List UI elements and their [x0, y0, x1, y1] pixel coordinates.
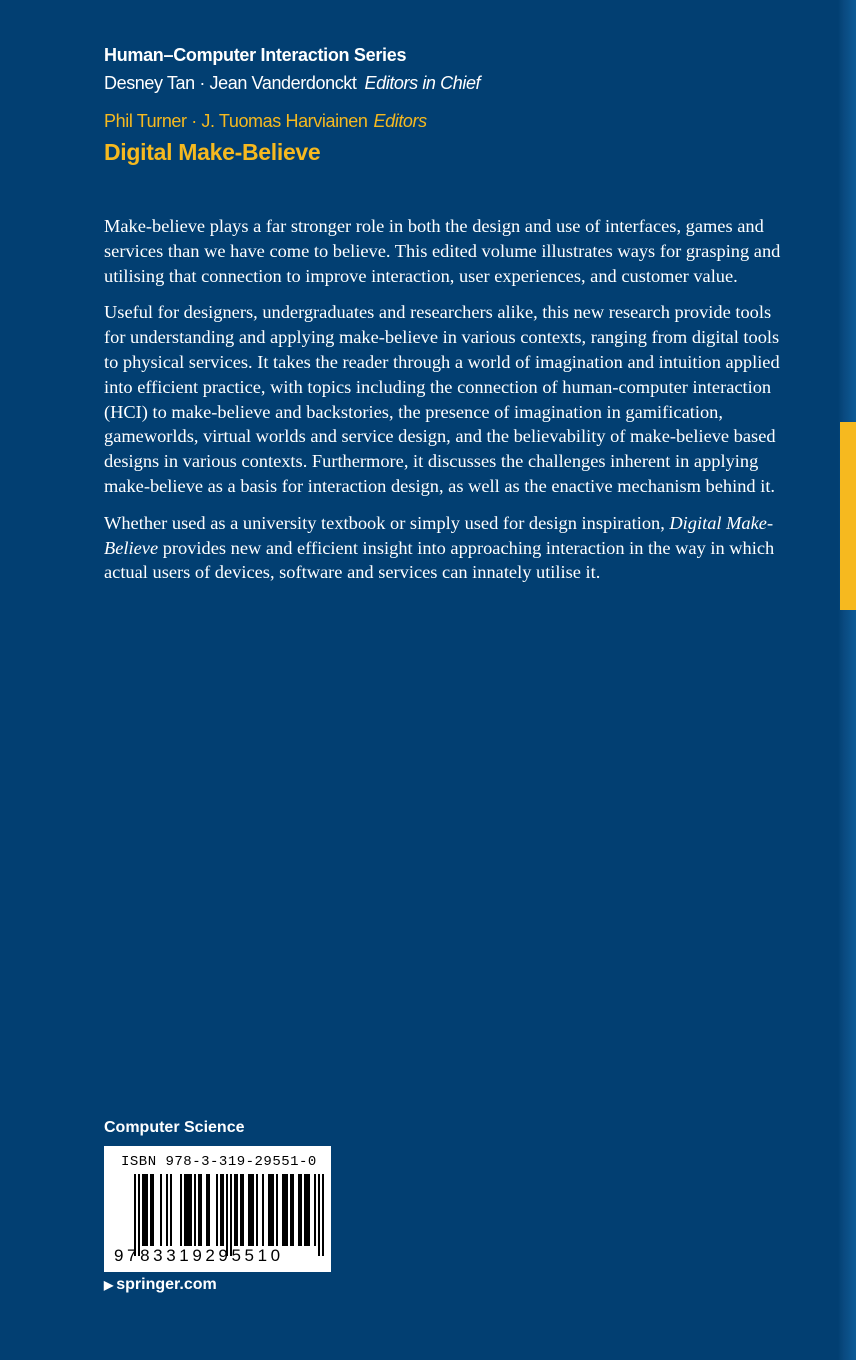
barcode-bar: [152, 1174, 154, 1246]
barcode-bar: [234, 1174, 236, 1246]
barcode-bar: [256, 1174, 258, 1246]
publisher-link[interactable]: [104, 1276, 217, 1294]
series-title: Human–Computer Interaction Series: [104, 45, 407, 65]
blurb-p3-start: Whether used as a university textbook or simply used for design inspiration,: [104, 512, 670, 533]
barcode-bar: [286, 1174, 288, 1246]
blurb-paragraph-2: Useful for designers, undergraduates and researchers alike, this new research provide tools for understanding and applying make-believe in various contexts, ranging from digital tools to physical services. It takes the reader through a world of imagination and intuition applied into efficient practice, with topics including the connection of human-computer interaction (HCI) to make-believe and backstories, the presence of imagination in gamification, gameworlds, virtual worlds and service design, and the believability of make-believe based designs in various contexts. Furthermore, it discusses the challenges inherent in applying make-believe as a basis for interaction design, as well as the enactive mechanism behind it.: [104, 302, 780, 496]
barcode-bar: [248, 1174, 250, 1246]
subject-category: Computer Science: [104, 1119, 245, 1136]
barcode-bar: [282, 1174, 284, 1246]
barcode-bar: [236, 1174, 238, 1246]
book-title: Digital Make-Believe: [104, 139, 321, 165]
barcode-bar: [184, 1174, 186, 1246]
barcode-bar: [220, 1174, 222, 1246]
barcode-bar: [194, 1174, 196, 1246]
barcode-bar: [150, 1174, 152, 1246]
barcode-bar: [292, 1174, 294, 1246]
barcode-bar: [230, 1174, 232, 1256]
book-editor-names: Phil Turner · J. Tuomas Harviainen: [104, 111, 368, 131]
barcode-bar: [160, 1174, 162, 1246]
isbn-barcode: [104, 1146, 331, 1272]
arrow-right-icon: ▶: [104, 1278, 114, 1292]
barcode-bar: [170, 1174, 172, 1246]
barcode-bar: [198, 1174, 200, 1246]
barcode-bar: [300, 1174, 302, 1246]
barcode-bar: [252, 1174, 254, 1246]
barcode-bar: [240, 1174, 242, 1246]
publisher-url: springer.com: [116, 1276, 217, 1293]
barcode-bar: [284, 1174, 286, 1246]
barcode-bar: [262, 1174, 264, 1246]
barcode-bar: [314, 1174, 316, 1246]
barcode-bar: [308, 1174, 310, 1246]
barcode-bar: [200, 1174, 202, 1246]
series-editor-names: Desney Tan · Jean Vanderdonckt: [104, 73, 357, 93]
barcode-bar: [138, 1174, 140, 1256]
barcode-bar: [186, 1174, 188, 1246]
barcode-bar: [188, 1174, 190, 1246]
barcode-bar: [222, 1174, 224, 1246]
barcode-bar: [290, 1174, 292, 1246]
series-editors-role: Editors in Chief: [364, 73, 481, 93]
ean-digits: 9783319295510: [114, 1246, 284, 1265]
barcode-bar: [166, 1174, 168, 1246]
barcode-bar: [272, 1174, 274, 1246]
blurb-p3-end: provides new and efficient insight into approaching interaction in the way in which actual users of devices, software and services can innately utilise it.: [104, 537, 775, 583]
blurb-paragraph-3: [104, 511, 792, 585]
barcode-bar: [270, 1174, 272, 1246]
barcode-bar: [134, 1174, 136, 1256]
barcode-bar: [304, 1174, 306, 1246]
barcode-bar: [322, 1174, 324, 1256]
spine-edge: [838, 0, 856, 1360]
barcode-bar: [242, 1174, 244, 1246]
barcode-bar: [250, 1174, 252, 1246]
book-editors: [104, 111, 427, 132]
barcode-bar: [146, 1174, 148, 1246]
series-editors: [104, 73, 480, 94]
barcode-bar: [208, 1174, 210, 1246]
barcode-bar: [298, 1174, 300, 1246]
barcode-bar: [306, 1174, 308, 1246]
blurb-paragraph-1: Make-believe plays a far stronger role in both the design and use of interfaces, games and services than we have come to believe. This edited volume illustrates ways for grasping and utilising that connection to improve interaction, user experiences, and customer value.: [104, 216, 781, 286]
barcode-bar: [216, 1174, 218, 1246]
blurb-p3-book-title: Digital Make-Believe: [104, 512, 774, 558]
barcode-bar: [206, 1174, 208, 1246]
barcode-bar: [226, 1174, 228, 1256]
barcode-bar: [142, 1174, 144, 1246]
barcode-bar: [318, 1174, 320, 1256]
barcode-bar: [180, 1174, 182, 1246]
barcode-bar: [144, 1174, 146, 1246]
blurb: [104, 214, 792, 597]
isbn-label: ISBN 978-3-319-29551-0: [121, 1154, 317, 1170]
book-editors-role: Editors: [373, 111, 427, 131]
barcode-bar: [268, 1174, 270, 1246]
spine-accent-stripe: [840, 422, 856, 610]
barcode-bar: [190, 1174, 192, 1246]
barcode-bar: [276, 1174, 278, 1246]
